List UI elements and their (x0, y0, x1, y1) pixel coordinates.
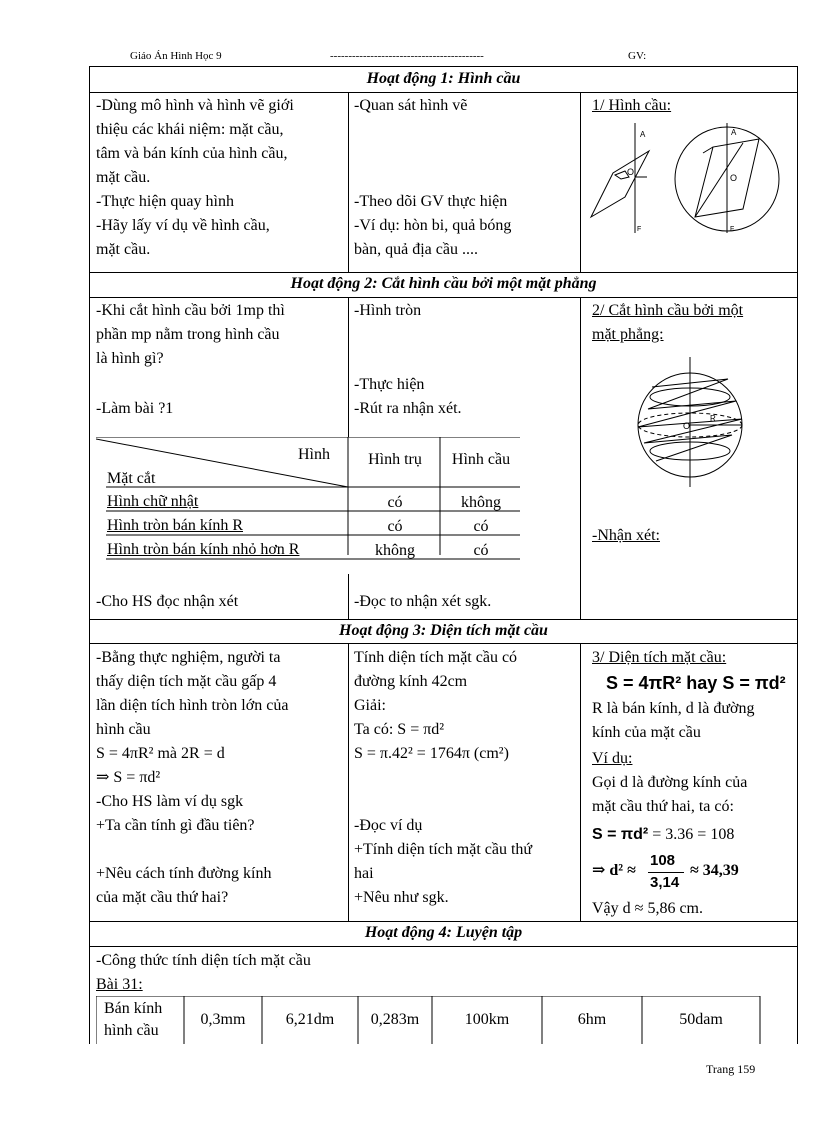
activity-1-student: -Quan sát hình vẽ (354, 97, 468, 114)
row-label: Hình tròn bán kính R (107, 517, 243, 534)
divider (90, 946, 797, 947)
column-divider (580, 297, 581, 619)
activity-2-bottom-student: -Đọc to nhận xét sgk. (354, 593, 492, 610)
svg-text:R: R (710, 414, 716, 423)
section-2-heading: 2/ Cắt hình cầu bởi một mặt phẳng: (592, 302, 744, 343)
activity-2-student-2: -Thực hiện -Rút ra nhận xét. (354, 376, 462, 417)
radius-value: 0,283m (370, 1011, 420, 1028)
example-equation-1: S = πd² = 3.36 = 108 (592, 826, 735, 843)
header-dashes: ------------------------------------------ (330, 50, 484, 62)
cell-value: có (473, 542, 489, 559)
section-3-heading: 3/ Diện tích mặt cầu: (592, 649, 727, 666)
column-divider (348, 643, 349, 921)
activity-2-title: Hoạt động 2: Cắt hình cầu bởi một mặt phẳng (290, 275, 597, 292)
example-text: Gọi d là đường kính của mặt cầu thứ hai, ta có: (592, 774, 748, 815)
col-header-cylinder: Hình trụ (368, 451, 422, 468)
row-label: Hình chữ nhật (107, 493, 199, 510)
radius-value: 0,3mm (200, 1011, 246, 1028)
area-formula: S = 4πR² hay S = πd² (606, 673, 786, 693)
svg-text:O: O (730, 173, 738, 183)
column-divider (348, 92, 349, 272)
divider (90, 272, 797, 273)
divider (90, 297, 797, 298)
column-divider (348, 297, 349, 437)
header-right: GV: (628, 50, 647, 62)
activity-1-teacher: -Dùng mô hình và hình vẽ giới thiệu các khái niệm: mặt cầu, tâm và bán kính của hình cầu, mặt cầu. -Thực hiện quay hình -Hãy lấy ví dụ về hình cầu, mặt cầu. (96, 97, 294, 258)
example-result: Vậy d ≈ 5,86 cm. (592, 900, 703, 917)
practice-line: -Công thức tính diện tích mặt cầu (96, 952, 311, 969)
formula-explanation: R là bán kính, d là đường kính của mặt cầu (592, 700, 755, 741)
divider (90, 643, 797, 644)
column-divider (580, 92, 581, 272)
activity-2-exercise: -Làm bài ?1 (96, 400, 174, 417)
example-equation-2: ⇒ d² ≈ 108 3,14 ≈ 34,39 (592, 852, 739, 891)
divider (90, 921, 797, 922)
example-heading: Ví dụ: (592, 750, 633, 767)
svg-text:A: A (731, 128, 737, 137)
lesson-table (89, 66, 798, 1044)
cell-value: có (387, 494, 403, 511)
cell-value: không (375, 542, 415, 559)
svg-text:F: F (730, 226, 735, 233)
activity-1-title: Hoạt động 1: Hình cầu (366, 70, 521, 87)
sphere-cut-figure (630, 357, 760, 487)
svg-text:O: O (627, 167, 635, 177)
activity-2-bottom-teacher: -Cho HS đọc nhận xét (96, 593, 239, 610)
activity-3-teacher: -Bằng thực nghiệm, người ta thấy diện tích mặt cầu gấp 4 lần diện tích hình tròn lớn của hình cầu S = 4πR² mà 2R = d ⇒ S = πd² -Cho HS làm ví dụ sgk +Ta cần tính gì đầu tiên? +Nêu cách tính đường kính của mặt cầu thứ hai? (96, 649, 289, 906)
section-2-remark: -Nhận xét: (592, 527, 660, 544)
sphere-rotation-figure (585, 117, 795, 237)
column-divider (580, 643, 581, 921)
radius-value: 6hm (577, 1011, 607, 1028)
header-left: Giáo Án Hình Học 9 (130, 50, 222, 62)
corner-header-section: Mặt cắt (107, 470, 156, 487)
activity-2-student: -Hình tròn (354, 302, 422, 319)
radius-value: 50dam (679, 1011, 723, 1028)
radius-value: 100km (464, 1011, 510, 1028)
cell-value: có (473, 518, 489, 535)
exercise-row-label: Bán kính hình cầu (104, 1000, 163, 1039)
row-label: Hình tròn bán kính nhỏ hơn R (107, 541, 300, 558)
activity-4-title: Hoạt động 4: Luyện tập (364, 924, 523, 941)
corner-header-shape: Hình (298, 446, 330, 463)
svg-text:A: A (640, 130, 646, 139)
activity-2-teacher: -Khi cắt hình cầu bởi 1mp thì phần mp nằm trong hình cầu là hình gì? (96, 302, 285, 367)
radius-value: 6,21dm (285, 1011, 335, 1028)
activity-3-title: Hoạt động 3: Diện tích mặt cầu (339, 622, 548, 639)
column-divider (348, 574, 349, 619)
cell-value: không (461, 494, 501, 511)
activity-1-student-2: -Theo dõi GV thực hiện -Ví dụ: hòn bi, quả bóng bàn, quả địa cầu .... (354, 193, 512, 258)
section-1-heading: 1/ Hình cầu: (592, 97, 672, 114)
col-header-sphere: Hình cầu (451, 451, 511, 468)
page-number: Trang 159 (706, 1062, 756, 1076)
exercise-heading: Bài 31: (96, 976, 143, 993)
divider (90, 619, 797, 620)
svg-text:O: O (683, 421, 691, 431)
activity-3-student: Tính diện tích mặt cầu có đường kính 42cm Giải: Ta có: S = πd² S = π.42² = 1764π (cm²) -Đọc ví dụ +Tính diện tích mặt cầu thứ hai +Nêu như sgk. (354, 649, 533, 906)
svg-text:F: F (637, 226, 642, 233)
cell-value: có (387, 518, 403, 535)
divider (90, 92, 797, 93)
